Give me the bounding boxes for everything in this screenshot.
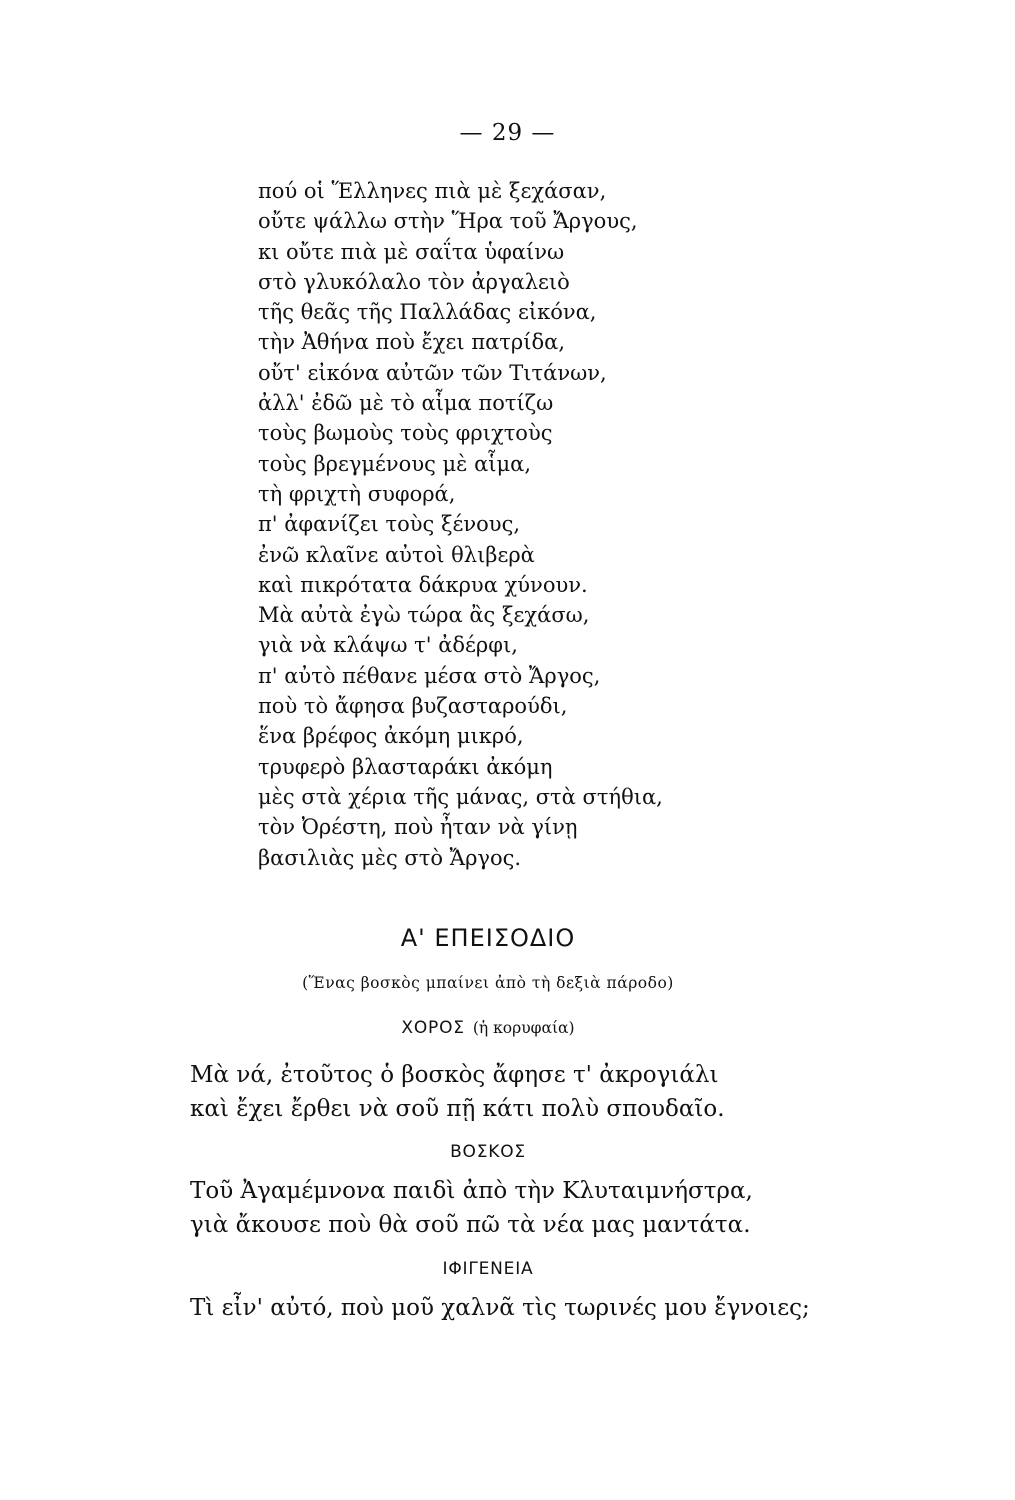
verse-line: πού οἱ Ἕλληνες πιὰ μὲ ξεχάσαν, xyxy=(258,179,607,203)
verse-block xyxy=(258,176,663,873)
verse-line: στὸ γλυκόλαλο τὸν ἀργαλειὸ xyxy=(258,269,570,294)
verse-line: μὲς στὰ χέρια τῆς μάνας, στὰ στήθια, xyxy=(258,784,663,809)
verse-line: βασιλιὰς μὲς στὸ Ἄργος. xyxy=(258,845,522,870)
verse-line: ἕνα βρέφος ἀκόμη μικρό, xyxy=(258,724,524,749)
verse-line: τὴ φριχτὴ συφορά, xyxy=(258,481,456,506)
page-number: — 29 — xyxy=(459,120,556,146)
speaker-name: ΙΦΙΓΕΝΕΙΑ xyxy=(442,1259,534,1279)
speech-line: Τοῦ Ἀγαμέμνονα παιδὶ ἀπὸ τὴν Κλυταιμνήστρα, xyxy=(190,1178,753,1204)
speaker-name: ΒΟΣΚΟΣ xyxy=(450,1142,526,1162)
verse-line: οὔτ' εἰκόνα αὐτῶν τῶν Τιτάνων, xyxy=(258,360,607,385)
speaker-name: ΧΟΡΟΣ xyxy=(401,1018,465,1038)
chorus-speech xyxy=(190,1058,725,1126)
verse-line: γιὰ νὰ κλάψω τ' ἀδέρφι, xyxy=(258,633,518,658)
verse-line: τοὺς βρεγμένους μὲ αἷμα, xyxy=(258,451,532,476)
verse-line: Μὰ αὐτὰ ἐγὼ τώρα ἂς ξεχάσω, xyxy=(258,603,590,628)
speaker-note: (ἡ κορυφαία) xyxy=(472,1019,575,1037)
verse-line: οὔτε ψάλλω στὴν Ἥρα τοῦ Ἄργους, xyxy=(258,209,638,234)
verse-line: ποὺ τὸ ἄφησα βυζασταρούδι, xyxy=(258,694,568,719)
verse-line: π' αὐτὸ πέθανε μέσα στὸ Ἄργος, xyxy=(258,663,601,688)
verse-line: καὶ πικρότατα δάκρυα χύνουν. xyxy=(258,572,588,597)
shepherd-speech xyxy=(190,1174,753,1242)
verse-line: ἐνῶ κλαῖνε αὐτοὶ θλιβερὰ xyxy=(258,542,535,567)
iphigenia-speech xyxy=(190,1291,810,1325)
verse-line: π' ἀφανίζει τοὺς ξένους, xyxy=(258,512,521,537)
verse-line: τρυφερὸ βλασταράκι ἀκόμη xyxy=(258,754,553,779)
speech-line: γιὰ ἄκουσε ποὺ θὰ σοῦ πῶ τὰ νέα μας μαντάτα. xyxy=(190,1212,751,1238)
verse-line: τοὺς βωμοὺς τοὺς φριχτοὺς xyxy=(258,421,553,446)
shepherd-speaker-row xyxy=(0,1142,976,1162)
speech-line: καὶ ἔχει ἔρθει νὰ σοῦ πῇ κάτι πολὺ σπουδαῖο. xyxy=(190,1096,725,1122)
verse-line: τὴν Ἀθήνα ποὺ ἔχει πατρίδα, xyxy=(258,330,566,355)
verse-line: κι οὔτε πιὰ μὲ σαΐτα ὑφαίνω xyxy=(258,239,565,264)
speech-line: Τὶ εἶν' αὐτό, ποὺ μοῦ χαλνᾶ τὶς τωρινές μου ἔγνοιες; xyxy=(190,1295,810,1321)
iphigenia-speaker-row xyxy=(0,1259,976,1279)
chorus-speaker-row xyxy=(0,1018,976,1038)
verse-line: ἀλλ' ἐδῶ μὲ τὸ αἷμα ποτίζω xyxy=(258,391,554,416)
verse-line: τὸν Ὀρέστη, ποὺ ἦταν νὰ γίνῃ xyxy=(258,815,578,840)
verse-line: τῆς θεᾶς τῆς Παλλάδας εἰκόνα, xyxy=(258,300,597,325)
episode-heading: Α' ΕΠΕΙΣΟΔΙΟ xyxy=(400,924,576,952)
speech-line: Μὰ νά, ἐτοῦτος ὁ βοσκὸς ἄφησε τ' ἀκρογιάλι xyxy=(190,1062,719,1088)
stage-direction: (Ἕνας βοσκὸς μπαίνει ἀπὸ τὴ δεξιὰ πάροδο) xyxy=(302,974,674,992)
